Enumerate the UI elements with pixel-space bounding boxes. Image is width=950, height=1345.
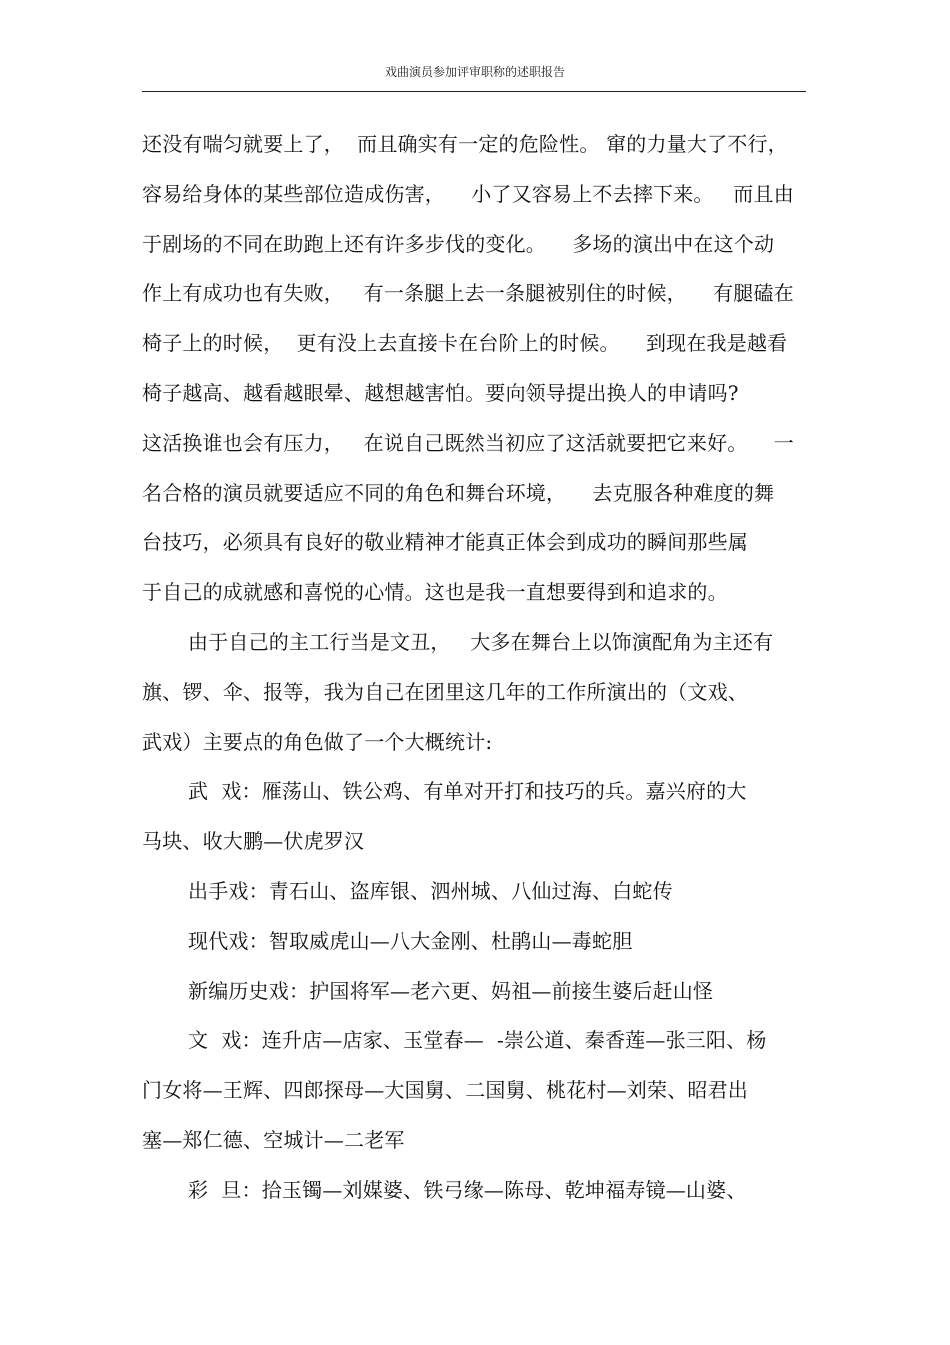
text-line: 于剧场的不同在助跑上还有许多步伐的变化。 多场的演出中在这个动: [142, 231, 775, 256]
text-line: 椅子上的时候， 更有没上去直接卡在台阶上的时候。 到现在我是越看: [142, 331, 788, 356]
text-line: 由于自己的主工行当是文丑， 大多在舞台上以饰演配角为主还有: [188, 629, 774, 654]
text-line: 现代戏：智取威虎山—八大金刚、杜鹃山—毒蛇胆: [188, 928, 633, 953]
text-line: 彩 旦：拾玉镯—刘媒婆、铁弓缘—陈母、乾坤福寿镜—山婆、: [188, 1177, 747, 1202]
text-line: 还没有喘匀就要上了， 而且确实有一定的危险性。 窜的力量大了不行，: [142, 132, 788, 156]
text-line: 台技巧，必须具有良好的敬业精神才能真正体会到成功的瞬间那些属: [142, 530, 748, 555]
text-line: 塞—郑仁德、空城计—二老军: [142, 1127, 405, 1152]
text-line: 名合格的演员就要适应不同的角色和舞台环境， 去克服各种难度的舞: [142, 480, 775, 505]
text-line: 作上有成功也有失败， 有一条腿上去一条腿被别住的时候， 有腿磕在: [142, 281, 794, 306]
text-line: 文 戏：连升店—店家、玉堂春— -崇公道、秦香莲—张三阳、杨: [188, 1028, 767, 1053]
text-line: 门女将—王辉、四郎探母—大国舅、二国舅、桃花村—刘荣、昭君出: [142, 1078, 748, 1103]
text-line: 出手戏：青石山、盗库银、泗州城、八仙过海、白蛇传: [188, 878, 673, 903]
body-text: [142, 120, 822, 1216]
text-line: 武 戏：雁荡山、铁公鸡、有单对开打和技巧的兵。嘉兴府的大: [188, 779, 747, 804]
text-line: 于自己的成就感和喜悦的心情。这也是我一直想要得到和追求的。: [142, 580, 728, 605]
header-divider: [142, 91, 806, 92]
text-line: 武戏）主要点的角色做了一个大概统计:: [142, 729, 493, 754]
text-line: 椅子越高、越看越眼晕、越想越害怕。要向领导提出换人的申请吗?: [142, 380, 739, 405]
text-line: 旗、锣、伞、报等，我为自己在团里这几年的工作所演出的（文戏、: [142, 679, 748, 704]
text-line: 容易给身体的某些部位造成伤害， 小了又容易上不去摔下来。 而且由: [142, 181, 794, 206]
page-header-title: 戏曲演员参加评审职称的述职报告: [384, 65, 565, 79]
text-line: 新编历史戏：护国将军—老六更、妈祖—前接生婆后赶山怪: [188, 978, 714, 1003]
text-line: 这活换谁也会有压力， 在说自己既然当初应了这活就要把它来好。 一: [142, 430, 794, 455]
text-line: 马块、收大鹏—伏虎罗汉: [142, 829, 365, 854]
